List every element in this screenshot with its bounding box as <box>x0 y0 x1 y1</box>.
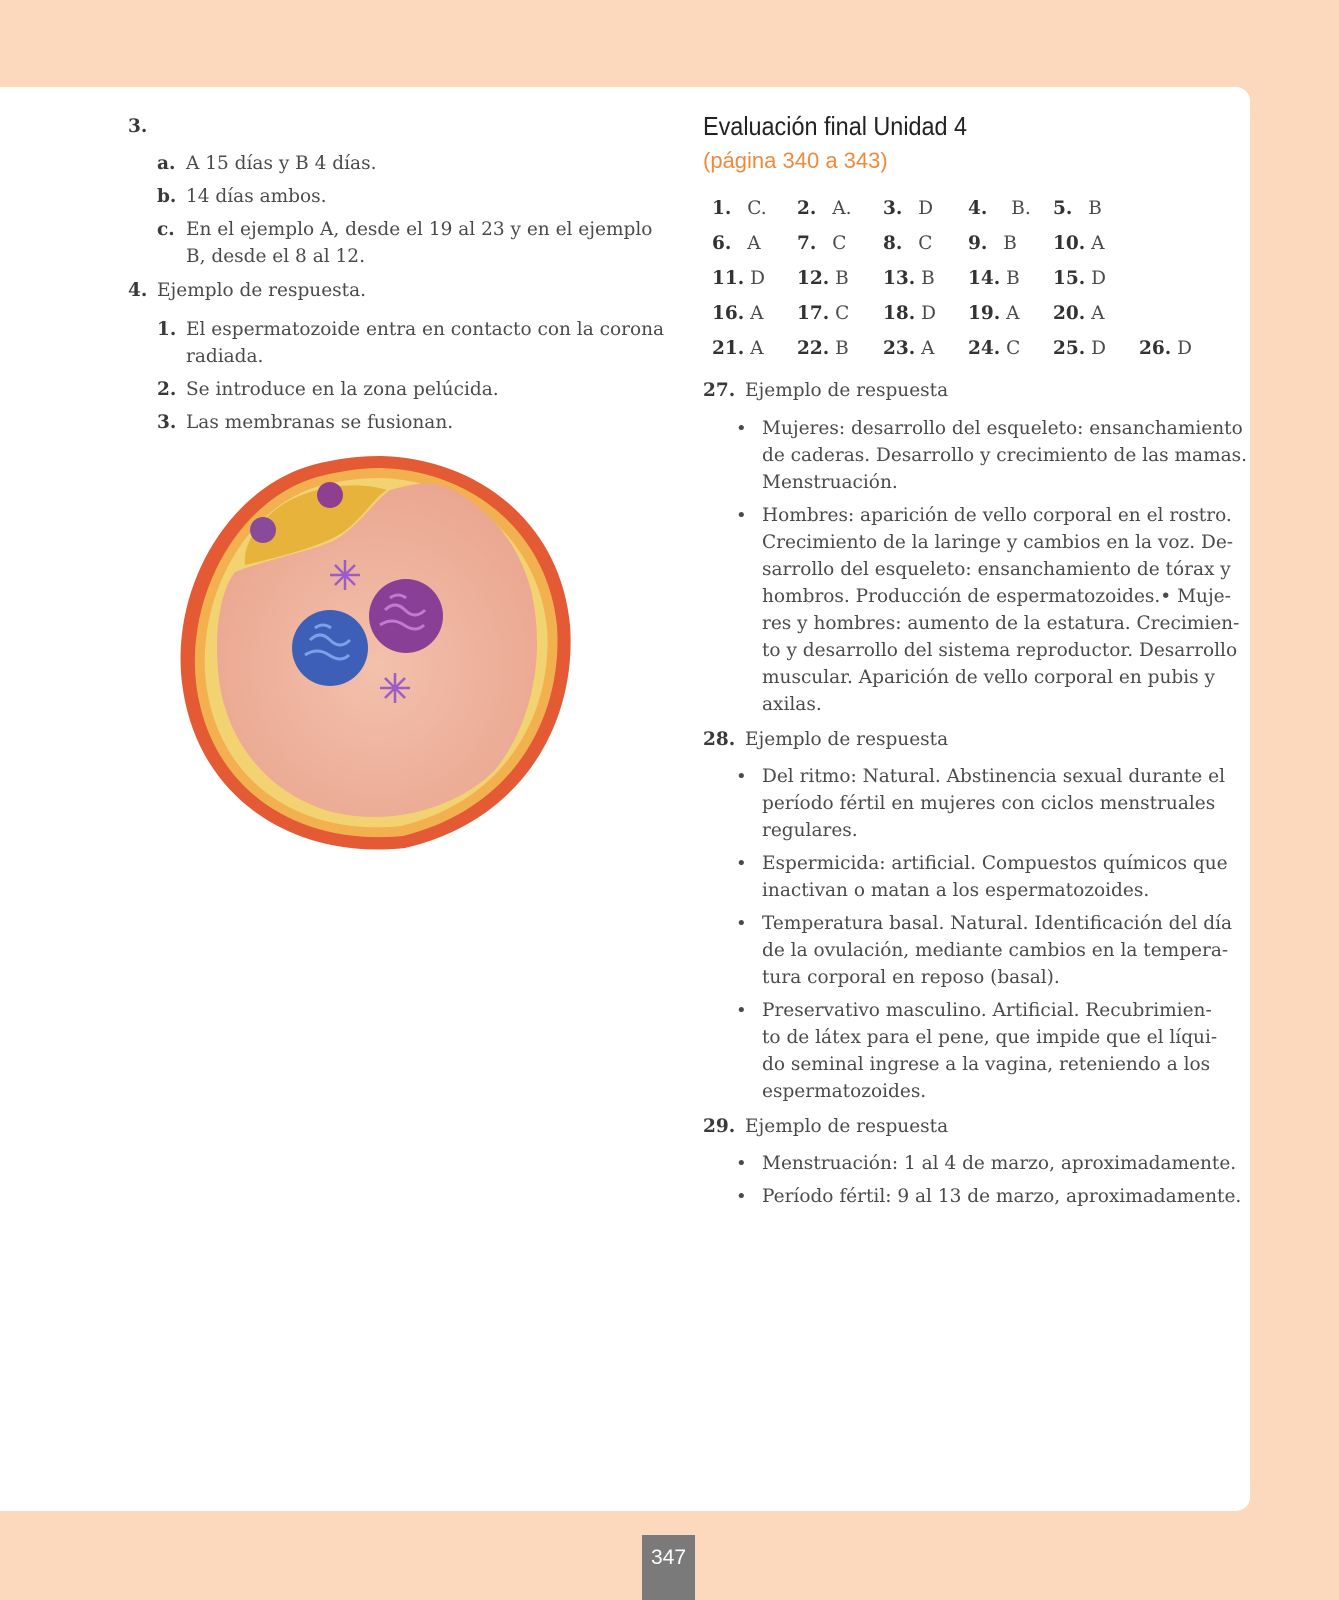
q28-b3-l3: tura corporal en reposo (basal). <box>762 967 1060 988</box>
fertilized-egg-illustration <box>175 450 580 855</box>
answer-item: 1. C. <box>712 198 767 219</box>
q3a-text: A 15 días y B 4 días. <box>186 153 377 174</box>
answer-item: 20. A <box>1053 303 1105 324</box>
answer-item: 6. A <box>712 233 761 254</box>
answer-item: 8. C <box>883 233 933 254</box>
q27-b1-l2: de caderas. Desarrollo y crecimiento de las mamas. <box>762 445 1248 466</box>
q29-b2-l1: Período fértil: 9 al 13 de marzo, aproximadamente. <box>762 1186 1242 1207</box>
q28-b2-l2: inactivan o matan a los espermatozoides. <box>762 880 1150 901</box>
q4-2-text: Se introduce en la zona pelúcida. <box>186 379 499 400</box>
q27-text: Ejemplo de respuesta <box>745 380 949 401</box>
answer-item: 5. B <box>1053 198 1102 219</box>
q27-b1-l1: Mujeres: desarrollo del esqueleto: ensanchamiento <box>762 418 1243 439</box>
q28-b4-l1: Preservativo masculino. Artificial. Recubrimien- <box>762 1000 1212 1021</box>
q28-b4-l3: do seminal ingrese a la vagina, reteniendo a los <box>762 1054 1211 1075</box>
answer-item: 7. C <box>797 233 847 254</box>
q4-text: Ejemplo de respuesta. <box>157 280 367 301</box>
q4-3-label: 3. <box>157 412 177 433</box>
q3b-text: 14 días ambos. <box>186 186 327 207</box>
bullet-icon: • <box>736 505 747 526</box>
q28-b3-l1: Temperatura basal. Natural. Identificación del día <box>762 913 1233 934</box>
answer-item: 3. D <box>883 198 934 219</box>
q4-1-text-line2: radiada. <box>186 346 264 367</box>
q4-number: 4. <box>128 280 148 301</box>
q3c-label: c. <box>157 219 175 240</box>
answer-item: 15. D <box>1053 268 1106 289</box>
page-number: 347 <box>642 1535 695 1600</box>
answer-item: 24. C <box>968 338 1021 359</box>
answer-item: 19. A <box>968 303 1020 324</box>
q28-b4-l2: to de látex para el pene, que impide que el líqui- <box>762 1027 1218 1048</box>
answer-item: 21. A <box>712 338 764 359</box>
q4-1-label: 1. <box>157 319 177 340</box>
q27-b2-l6: to y desarrollo del sistema reproductor. Desarrollo <box>762 640 1238 661</box>
answer-item: 14. B <box>968 268 1020 289</box>
answer-item: 2. A. <box>797 198 852 219</box>
bullet-icon: • <box>736 853 747 874</box>
bullet-icon: • <box>736 1000 747 1021</box>
q29-number: 29. <box>703 1116 736 1137</box>
answer-item: 10. A <box>1053 233 1105 254</box>
q28-b4-l4: espermatozoides. <box>762 1081 927 1102</box>
answer-item: 4. B. <box>968 198 1031 219</box>
bullet-icon: • <box>736 913 747 934</box>
answer-item: 25. D <box>1053 338 1106 359</box>
q27-b2-l3: sarrollo del esqueleto: ensanchamiento de tórax y <box>762 559 1231 580</box>
q3c-text-line1: En el ejemplo A, desde el 19 al 23 y en el ejemplo <box>186 219 653 240</box>
q27-b2-l2: Crecimiento de la laringe y cambios en la voz. De- <box>762 532 1234 553</box>
section-subtitle: (página 340 a 343) <box>703 148 888 173</box>
q3c-text-line2: B, desde el 8 al 12. <box>186 246 365 267</box>
answer-item: 16. A <box>712 303 764 324</box>
q29-b1-l1: Menstruación: 1 al 4 de marzo, aproximadamente. <box>762 1153 1237 1174</box>
answer-item: 18. D <box>883 303 936 324</box>
q28-b3-l2: de la ovulación, mediante cambios en la tempera- <box>762 940 1229 961</box>
answer-item: 11. D <box>712 268 765 289</box>
answer-item: 26. D <box>1139 338 1192 359</box>
q28-b2-l1: Espermicida: artificial. Compuestos químicos que <box>762 853 1228 874</box>
q27-b2-l8: axilas. <box>762 694 822 715</box>
q4-1-text-line1: El espermatozoide entra en contacto con la corona <box>186 319 665 340</box>
answer-item: 12. B <box>797 268 849 289</box>
q4-3-text: Las membranas se fusionan. <box>186 412 454 433</box>
answer-item: 9. B <box>968 233 1017 254</box>
q27-b2-l4: hombros. Producción de espermatozoides.• Muje- <box>762 586 1231 607</box>
answer-item: 13. B <box>883 268 935 289</box>
q4-2-label: 2. <box>157 379 177 400</box>
bullet-icon: • <box>736 1186 747 1207</box>
q28-b1-l1: Del ritmo: Natural. Abstinencia sexual durante el <box>762 766 1225 787</box>
answer-item: 17. C <box>797 303 850 324</box>
q28-b1-l3: regulares. <box>762 820 858 841</box>
q29-text: Ejemplo de respuesta <box>745 1116 949 1137</box>
q27-b2-l7: muscular. Aparición de vello corporal en pubis y <box>762 667 1215 688</box>
q3-number: 3. <box>128 116 148 137</box>
bullet-icon: • <box>736 766 747 787</box>
section-title: Evaluación final Unidad 4 <box>703 111 968 141</box>
q27-number: 27. <box>703 380 736 401</box>
q28-text: Ejemplo de respuesta <box>745 729 949 750</box>
q27-b2-l1: Hombres: aparición de vello corporal en el rostro. <box>762 505 1232 526</box>
answer-item: 22. B <box>797 338 849 359</box>
bullet-icon: • <box>736 1153 747 1174</box>
bullet-icon: • <box>736 418 747 439</box>
q3b-label: b. <box>157 186 177 207</box>
answer-item: 23. A <box>883 338 935 359</box>
q27-b1-l3: Menstruación. <box>762 472 898 493</box>
q3a-label: a. <box>157 153 176 174</box>
q27-b2-l5: res y hombres: aumento de la estatura. Crecimien- <box>762 613 1240 634</box>
q28-b1-l2: período fértil en mujeres con ciclos menstruales <box>762 793 1216 814</box>
q28-number: 28. <box>703 729 736 750</box>
